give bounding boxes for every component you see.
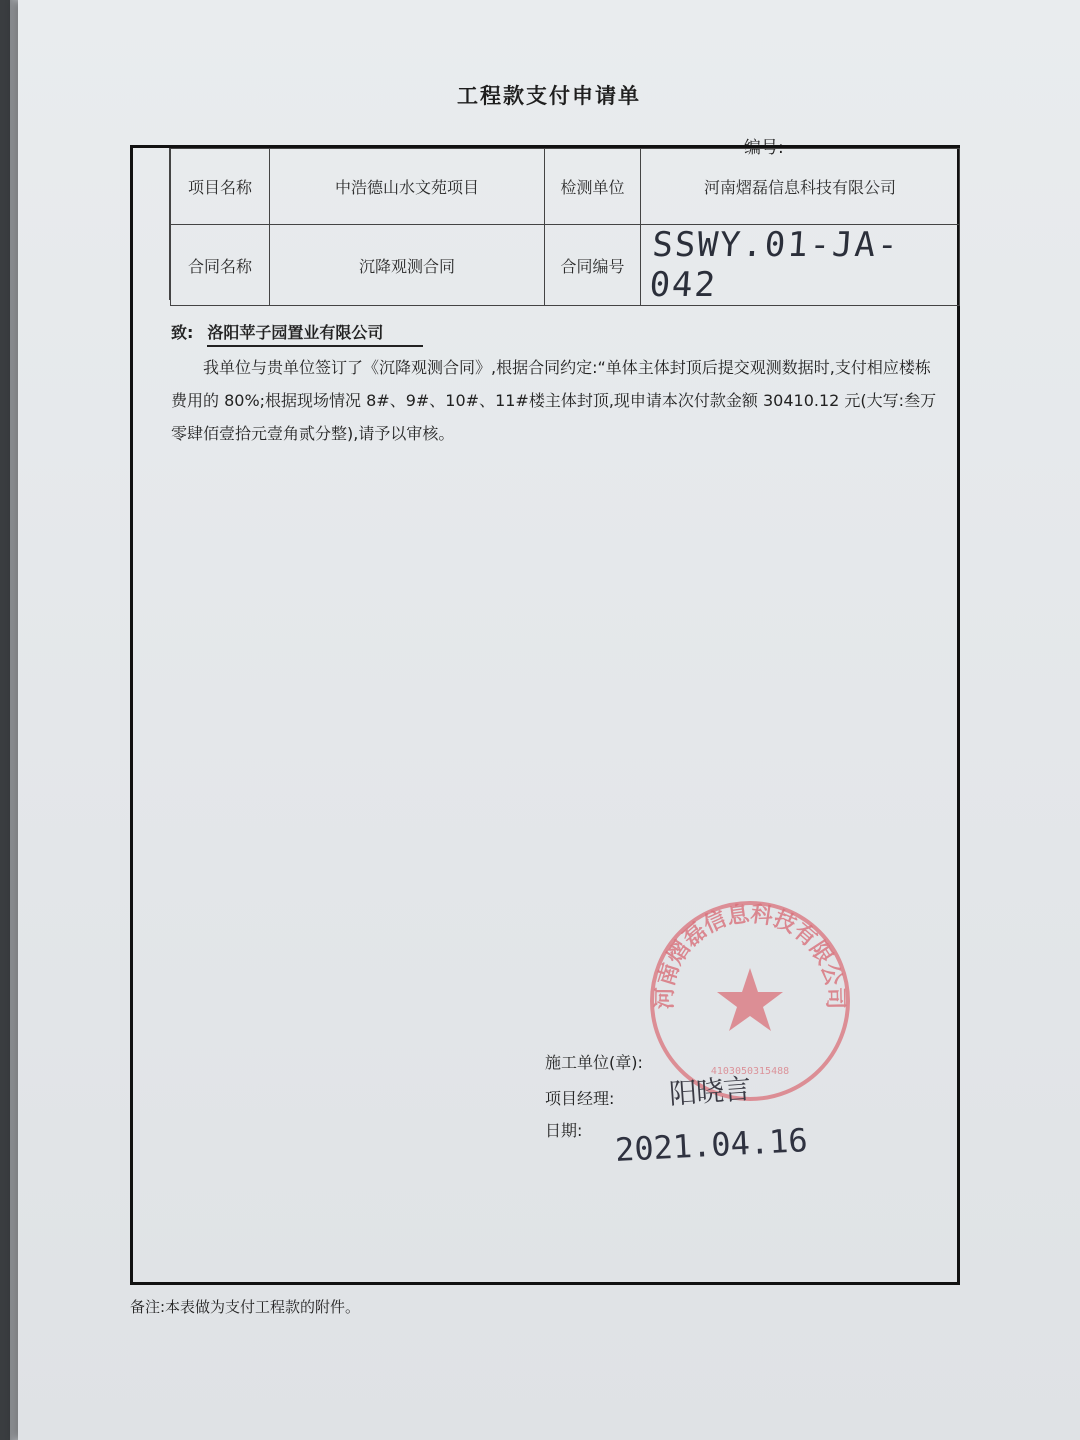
info-table xyxy=(170,148,960,306)
project-name-label: 项目名称 xyxy=(171,149,270,225)
application-form xyxy=(130,145,960,1285)
contract-number-cell xyxy=(641,225,960,306)
contract-number-label: 合同编号 xyxy=(545,225,641,306)
table-row xyxy=(171,149,960,225)
date-handwritten: 2021.04.16 xyxy=(614,1120,809,1170)
testing-unit-value: 河南熠磊信息科技有限公司 xyxy=(641,149,960,225)
document-page xyxy=(18,0,1080,1440)
addressee-prefix: 致: xyxy=(171,323,194,342)
serial-number-label: 编号: xyxy=(744,138,784,158)
construction-unit-label: 施工单位(章): xyxy=(545,1053,643,1072)
seal-text: 河南熠磊信息科技有限公司 xyxy=(652,901,848,1010)
contract-number-handwritten: SSWY.01-JA-042 xyxy=(648,225,901,305)
contract-name-label: 合同名称 xyxy=(171,225,270,306)
seal-code: 4103050315488 xyxy=(710,1066,790,1077)
document-title: 工程款支付申请单 xyxy=(457,84,641,108)
addressee-line xyxy=(171,320,423,347)
project-name-value: 中浩德山水文苑项目 xyxy=(270,149,545,225)
date-label: 日期: xyxy=(545,1121,583,1140)
letter-body: 我单位与贵单位签订了《沉降观测合同》,根据合同约定:“单体主体封顶后提交观测数据时,支付相应楼栋费用的 80%;根据现场情况 8#、9#、10#、11#楼主体封顶,现申请本次付款金额 30410.12 元(大写:叁万零肆佰壹拾元壹角贰分整),请予以审核。 xyxy=(171,358,937,443)
table-row xyxy=(171,225,960,306)
contract-name-value: 沉降观测合同 xyxy=(270,225,545,306)
project-manager-label: 项目经理: xyxy=(545,1089,615,1108)
addressee-company: 洛阳苹子园置业有限公司 xyxy=(207,320,423,347)
testing-unit-label: 检测单位 xyxy=(545,149,641,225)
manager-signature: 阳晓言 xyxy=(668,1072,752,1111)
table-left-strip xyxy=(133,148,170,300)
footer-note: 备注:本表做为支付工程款的附件。 xyxy=(130,1298,361,1316)
